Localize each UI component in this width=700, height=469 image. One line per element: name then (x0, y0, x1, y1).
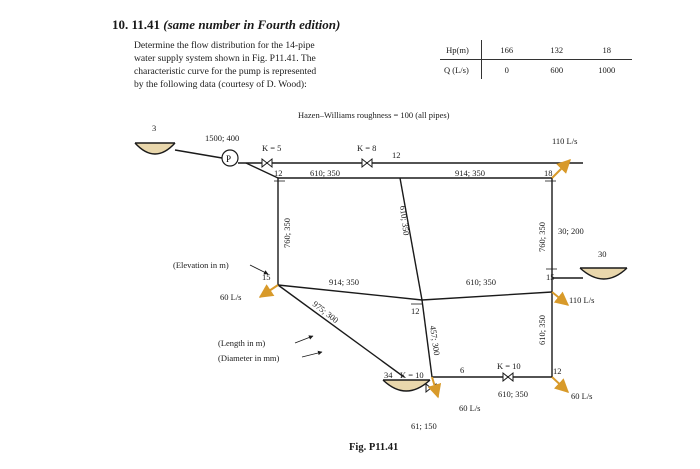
valve-icon (503, 373, 513, 381)
elevation-label: 34 (384, 370, 393, 380)
elevation-label: 12 (274, 168, 283, 178)
pipe-label: 610; 350 (537, 315, 547, 345)
pipe-label: 760; 350 (537, 222, 547, 252)
elevation-label: 15 (546, 272, 555, 282)
elevation-label: 12 (392, 150, 401, 160)
pipe-supply (175, 150, 222, 158)
flow-label: Q (L/s) (440, 60, 481, 80)
flow-value: 600 (550, 64, 564, 75)
flow-label: 110 L/s (569, 295, 595, 305)
flow-label: 110 L/s (552, 136, 578, 146)
elevation-label: 6 (460, 365, 465, 375)
head-label: Hp(m) (440, 40, 481, 60)
pipe-label: 975; 300 (310, 298, 341, 326)
right-reservoir (580, 268, 627, 279)
statement-line: water supply system shown in Fig. P11.41. The (134, 53, 316, 64)
elevation-label: 12 (411, 306, 420, 316)
flow-label: 60 L/s (220, 292, 242, 302)
pipe-label: 760; 350 (282, 218, 292, 248)
legend-diameter: (Diameter in mm) (218, 353, 280, 363)
pipe-diagonal-mid (400, 178, 422, 300)
flow-label: 60 L/s (459, 403, 481, 413)
pipe-label: 610; 350 (498, 389, 528, 399)
pump-label: P (226, 154, 232, 164)
pipe-label: 610; 350 (398, 205, 412, 237)
elevation-label: 30 (598, 249, 607, 259)
pipe-label: 61; 150 (411, 421, 437, 431)
valve-icon (262, 159, 272, 167)
elevation-label: 12 (553, 366, 562, 376)
valve-icon (362, 159, 372, 167)
pipe-middle (278, 285, 552, 300)
pipe-label: 610; 350 (310, 168, 340, 178)
flow-arrow (552, 377, 568, 392)
pipe-diagonal-lower (278, 285, 404, 377)
flow-value: 1000 (598, 64, 616, 75)
head-value: 132 (532, 40, 582, 60)
valve-k-label: K = 8 (357, 143, 377, 153)
figure-caption: Fig. P11.41 (349, 442, 399, 453)
valve-k-label: K = 10 (400, 370, 424, 380)
valve-k-label: K = 5 (262, 143, 282, 153)
statement-line: characteristic curve for the pump is represented (134, 66, 317, 77)
roughness-note: Hazen–Williams roughness = 100 (all pipes) (298, 110, 450, 120)
elevation-label: 15 (262, 272, 271, 282)
problem-number: 10. 11.41 (112, 17, 161, 32)
legend-arrow (302, 352, 322, 357)
legend-length: (Length in m) (218, 338, 266, 348)
head-value: 18 (582, 40, 632, 60)
pipe-label: 1500; 400 (205, 133, 240, 143)
elevation-label: 18 (544, 168, 553, 178)
flow-value: 0 (504, 64, 509, 75)
flow-label: 60 L/s (571, 391, 593, 401)
pipe-label: 914; 350 (329, 277, 359, 287)
pipe-label: 457; 300 (428, 324, 443, 356)
bottom-reservoir (383, 380, 430, 391)
valve-k-label: K = 10 (497, 361, 521, 371)
left-reservoir (135, 143, 175, 154)
flow-arrow (552, 292, 568, 305)
legend-elevation: (Elevation in m) (173, 260, 229, 270)
reservoir-id-label: 3 (152, 123, 157, 133)
statement-line: Determine the flow distribution for the 14-pipe (134, 40, 315, 51)
flow-arrow (260, 285, 278, 297)
head-value: 166 (481, 40, 532, 60)
statement-line: by the following data (courtesy of D. Wood): (134, 79, 307, 90)
pipe-label: 30; 200 (558, 226, 584, 236)
edition-note: (same number in Fourth edition) (163, 17, 341, 32)
legend-arrow (295, 336, 313, 343)
pipe-label: 914; 350 (455, 168, 485, 178)
pipe-label: 610; 350 (466, 277, 496, 287)
